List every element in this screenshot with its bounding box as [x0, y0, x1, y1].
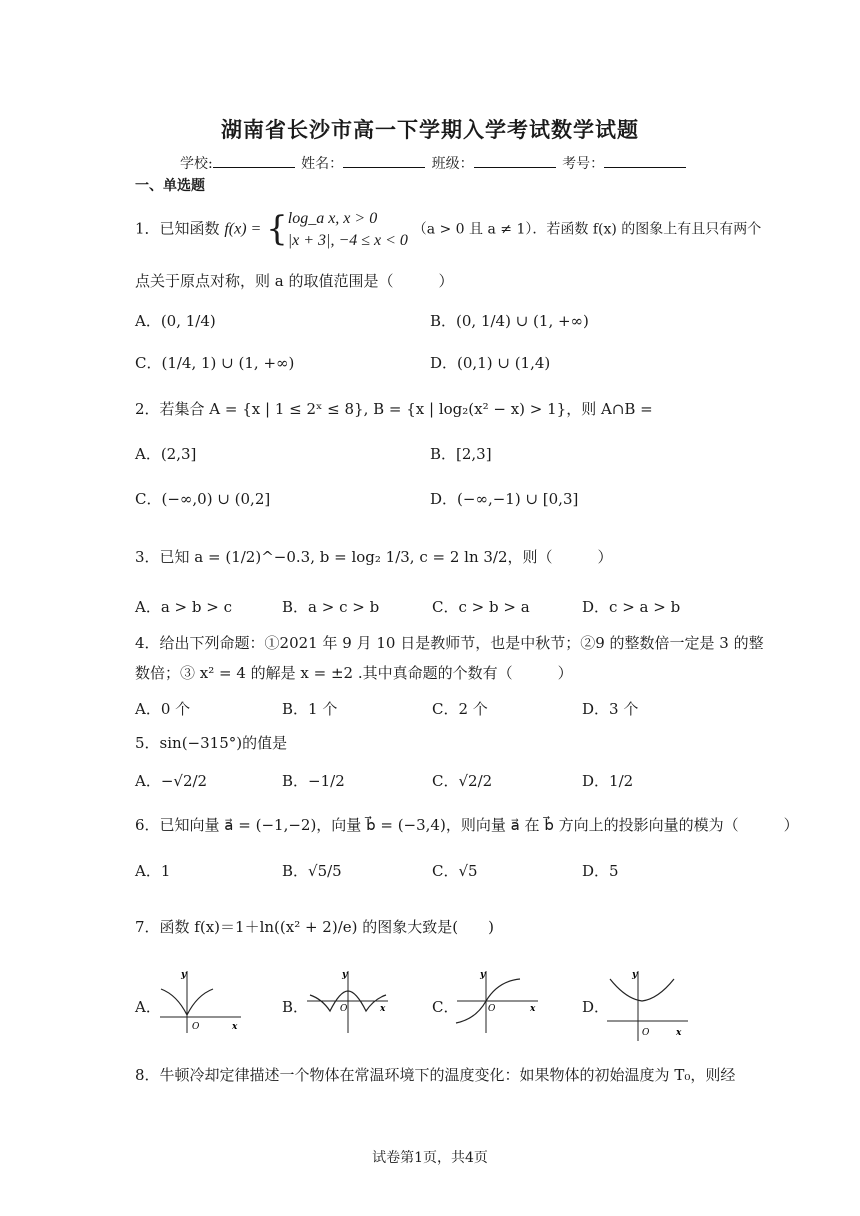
- q4-option-d[interactable]: D．3 个: [582, 700, 639, 718]
- x-label: x: [676, 1028, 682, 1038]
- q2-option-b[interactable]: B．[2,3]: [430, 445, 492, 463]
- origin-label: O: [642, 1028, 650, 1038]
- q3-option-c[interactable]: C．c > b > a: [432, 598, 530, 616]
- student-info-line: [180, 155, 688, 173]
- q8-stem: 8．牛顿冷却定律描述一个物体在常温环境下的温度变化：如果物体的初始温度为 T₀，则经: [135, 1066, 736, 1084]
- name-blank[interactable]: [343, 155, 425, 168]
- number-label: 考号：: [562, 156, 605, 172]
- q6-stem: 6．已知向量 a⃗ = (−1,−2)，向量 b⃗ = (−3,4)，则向量 a⃗ 在 b⃗ 方向上的投影向量的模为（ ）: [135, 816, 799, 834]
- section-heading: 一、单选题: [135, 178, 205, 194]
- q4-line2: 数倍；③ x² = 4 的解是 x = ±2 .其中真命题的个数有（ ）: [135, 664, 573, 682]
- q1-piecewise: [288, 208, 408, 251]
- class-blank[interactable]: [474, 155, 556, 168]
- origin-label: O: [340, 1004, 348, 1014]
- origin-label: O: [488, 1004, 496, 1014]
- school-blank[interactable]: [213, 155, 295, 168]
- page-footer: 试卷第1页，共4页: [372, 1150, 488, 1166]
- y-label: y: [632, 970, 638, 980]
- q6-option-a[interactable]: A．1: [135, 862, 171, 880]
- exam-title: 湖南省长沙市高一下学期入学考试数学试题: [221, 118, 639, 142]
- x-label: x: [530, 1004, 536, 1014]
- q7-stem: 7．函数 f(x)＝1＋ln((x² + 2)/e) 的图象大致是( ): [135, 918, 494, 936]
- q1-function: f(x) =: [224, 220, 262, 238]
- q5-option-d[interactable]: D．1/2: [582, 772, 634, 790]
- q2-option-a[interactable]: A．(2,3]: [135, 445, 197, 463]
- q7-graph-c: [452, 965, 542, 1035]
- q3-option-d[interactable]: D．c > a > b: [582, 598, 681, 616]
- q2-option-c[interactable]: C．(−∞,0) ∪ (0,2]: [135, 490, 271, 508]
- q1-lead: 1．已知函数: [135, 219, 220, 238]
- q7-option-d[interactable]: D．: [582, 998, 610, 1016]
- q6-option-d[interactable]: D．5: [582, 862, 619, 880]
- q1-case1: log_a x, x > 0: [287, 210, 378, 227]
- q3-option-b[interactable]: B．a > c > b: [282, 598, 380, 616]
- q1-condition: （a > 0 且 a ≠ 1）．若函数 f(x) 的图象上有且只有两个: [412, 221, 762, 238]
- class-label: 班级：: [431, 156, 474, 172]
- q4-line1: 4．给出下列命题：①2021 年 9 月 10 日是教师节，也是中秋节；②9 的整数倍一定是 3 的整: [135, 634, 764, 652]
- q7-graph-a: [155, 965, 245, 1035]
- q4-option-b[interactable]: B．1 个: [282, 700, 338, 718]
- q1-option-d[interactable]: D．(0,1) ∪ (1,4): [430, 354, 551, 372]
- q6-option-b[interactable]: B．√5/5: [282, 862, 342, 880]
- q3-stem: 3．已知 a = (1/2)^−0.3, b = log₂ 1/3, c = 2 ln 3/2，则（ ）: [135, 548, 613, 566]
- q5-option-b[interactable]: B．−1/2: [282, 772, 345, 790]
- y-label: y: [181, 970, 187, 980]
- q1-case2: |x + 3|, −4 ≤ x < 0: [287, 231, 408, 249]
- q7-option-b[interactable]: B．: [282, 998, 309, 1016]
- q1-option-b[interactable]: B．(0, 1/4) ∪ (1, +∞): [430, 312, 589, 330]
- q7-option-c[interactable]: C．: [432, 998, 459, 1016]
- q5-option-c[interactable]: C．√2/2: [432, 772, 493, 790]
- q1-stem: [135, 208, 761, 251]
- q5-option-a[interactable]: A．−√2/2: [135, 772, 208, 790]
- q3-option-a[interactable]: A．a > b > c: [135, 598, 232, 616]
- q1-option-a[interactable]: A．(0, 1/4): [135, 312, 216, 330]
- x-label: x: [380, 1004, 386, 1014]
- q1-line2: 点关于原点对称，则 a 的取值范围是（ ）: [135, 272, 454, 290]
- q4-option-a[interactable]: A．0 个: [135, 700, 191, 718]
- x-label: x: [232, 1022, 238, 1032]
- q5-stem: 5．sin(−315°)的值是: [135, 734, 288, 752]
- q7-option-a[interactable]: A．: [135, 998, 161, 1016]
- q7-graph-b: [302, 965, 392, 1035]
- q1-brace: {: [266, 209, 288, 250]
- q7-graph-d: [602, 965, 692, 1045]
- name-label: 姓名：: [301, 156, 344, 172]
- q1-option-c[interactable]: C．(1/4, 1) ∪ (1, +∞): [135, 354, 295, 372]
- school-label: 学校:: [180, 156, 213, 172]
- q2-option-d[interactable]: D．(−∞,−1) ∪ [0,3]: [430, 490, 579, 508]
- y-label: y: [480, 970, 486, 980]
- origin-label: O: [192, 1022, 200, 1032]
- q2-stem: 2．若集合 A = {x | 1 ≤ 2ˣ ≤ 8}, B = {x | log₂(x² − x) > 1}，则 A∩B =: [135, 400, 653, 418]
- y-label: y: [342, 970, 348, 980]
- q4-option-c[interactable]: C．2 个: [432, 700, 488, 718]
- curve: [610, 979, 674, 1001]
- number-blank[interactable]: [604, 155, 686, 168]
- q6-option-c[interactable]: C．√5: [432, 862, 478, 880]
